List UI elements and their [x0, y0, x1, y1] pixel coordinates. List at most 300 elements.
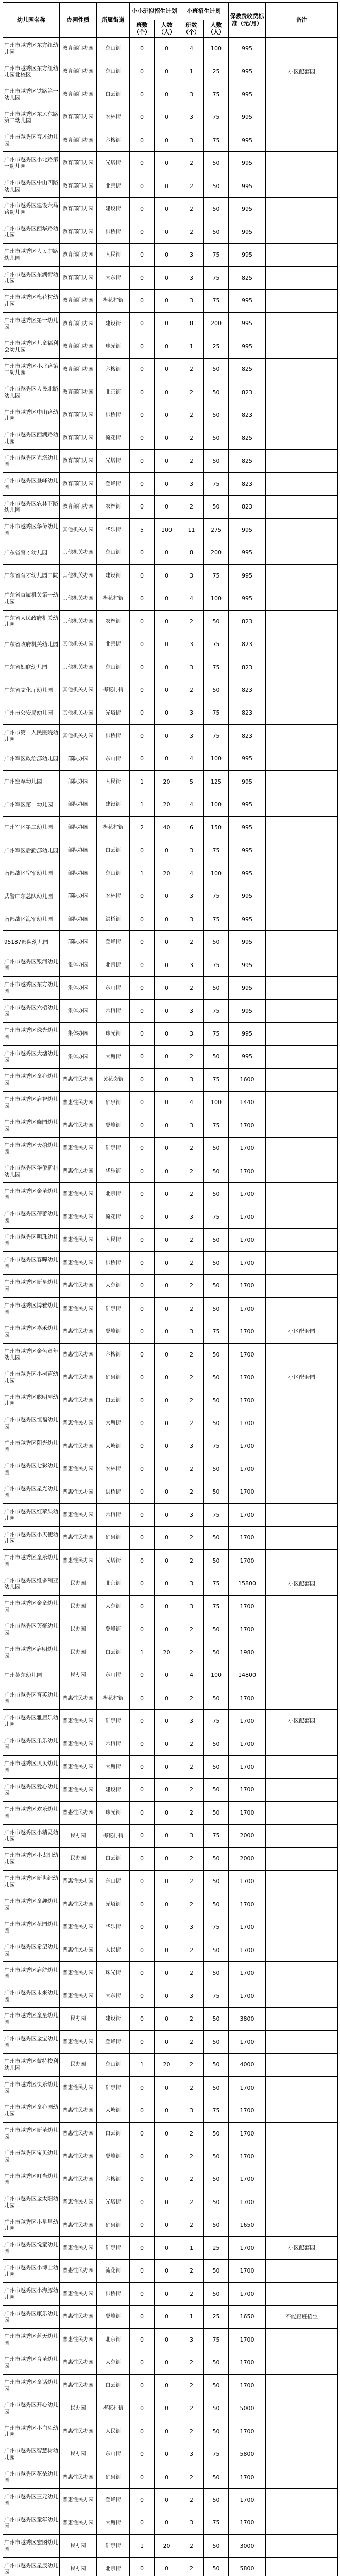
row-note [266, 541, 338, 564]
row-plan-classes: 2 [179, 1343, 204, 1366]
row-plan-people: 50 [204, 2260, 229, 2282]
row-plan-people: 50 [204, 2168, 229, 2191]
row-nature: 其他机关办园 [60, 610, 97, 633]
row-small-people: 0 [155, 931, 179, 954]
row-note [266, 1229, 338, 1251]
row-small-classes: 0 [130, 725, 155, 748]
row-plan-people: 50 [204, 1962, 229, 1985]
row-fee: 1700 [229, 1297, 266, 1320]
row-fee: 995 [229, 83, 266, 106]
row-small-classes: 0 [130, 2099, 155, 2122]
row-street: 大东街 [97, 266, 130, 289]
row-nature: 普惠性民办园 [60, 1251, 97, 1274]
row-small-classes: 0 [130, 2008, 155, 2030]
row-name: 广州市越秀区华侨新村幼儿园 [3, 1160, 60, 1182]
table-row [3, 2535, 338, 2557]
row-name: 广州市越秀区人民中路幼儿园 [3, 244, 60, 266]
row-fee: 823 [229, 496, 266, 518]
row-name: 广州市越秀区恒福幼儿园 [3, 1412, 60, 1435]
row-plan-classes: 2 [179, 2557, 204, 2576]
row-name: 广州市越秀区开心幼儿园 [3, 2397, 60, 2420]
row-name: 广州市越秀区叮当幼儿园 [3, 2168, 60, 2191]
row-name: 广州市公安局幼儿园 [3, 702, 60, 724]
row-nature: 普惠性民办园 [60, 1137, 97, 1160]
row-fee: 1700 [229, 1366, 266, 1389]
row-nature: 教育部门办园 [60, 221, 97, 243]
table-row [3, 1527, 338, 1549]
table-row [3, 2443, 338, 2466]
row-note [266, 2489, 338, 2512]
row-small-classes: 0 [130, 1939, 155, 1961]
row-small-people: 0 [155, 2351, 179, 2374]
row-plan-people: 75 [204, 1595, 229, 1618]
row-note [266, 954, 338, 976]
row-small-people: 0 [155, 748, 179, 770]
row-name: 广州市越秀区银河幼儿园 [3, 954, 60, 976]
row-fee: 995 [229, 60, 266, 83]
row-nature: 普惠性民办园 [60, 2328, 97, 2351]
row-note [266, 610, 338, 633]
row-note [266, 472, 338, 495]
row-name: 广州市越秀区童话幼儿园 [3, 2374, 60, 2397]
row-plan-people: 25 [204, 335, 229, 358]
row-street: 登峰街 [97, 2489, 130, 2512]
row-plan-classes: 2 [179, 2351, 204, 2374]
row-nature: 其他机关办园 [60, 518, 97, 541]
table-row [3, 2466, 338, 2488]
row-plan-people: 75 [204, 725, 229, 748]
row-small-classes: 0 [130, 1572, 155, 1595]
row-fee: 995 [229, 816, 266, 839]
row-small-classes: 0 [130, 1802, 155, 1824]
row-fee: 825 [229, 427, 266, 449]
row-note [266, 152, 338, 175]
row-name: 广州市越秀区农林下路幼儿园 [3, 496, 60, 518]
row-fee: 823 [229, 610, 266, 633]
table-row [3, 1435, 338, 1458]
row-note: 不能跟班招生 [266, 2306, 338, 2328]
row-street: 光塔街 [97, 1893, 130, 1916]
row-small-classes: 0 [130, 427, 155, 449]
row-plan-classes: 8 [179, 312, 204, 335]
row-plan-classes: 2 [179, 2191, 204, 2214]
row-nature: 教育部门办园 [60, 38, 97, 60]
row-fee: 1700 [229, 1481, 266, 1503]
table-row [3, 2557, 338, 2576]
row-street: 大塘街 [97, 1756, 130, 1778]
kindergarten-fee-table [3, 2, 338, 2576]
row-plan-classes: 3 [179, 1435, 204, 1458]
row-small-classes: 0 [130, 1504, 155, 1527]
row-small-people: 0 [155, 2030, 179, 2053]
table-row [3, 358, 338, 381]
row-name: 广州市越秀区儿童福利会幼儿园 [3, 335, 60, 358]
row-nature: 普惠性民办园 [60, 1275, 97, 1297]
row-small-classes: 0 [130, 1091, 155, 1114]
row-small-people: 0 [155, 2397, 179, 2420]
row-fee: 823 [229, 404, 266, 427]
row-fee: 1700 [229, 2030, 266, 2053]
row-small-classes: 0 [130, 2420, 155, 2443]
table-row [3, 977, 338, 999]
row-fee: 1700 [229, 2260, 266, 2282]
row-plan-classes: 6 [179, 816, 204, 839]
row-name: 广州市越秀区东湖街幼儿园 [3, 266, 60, 289]
row-small-people: 0 [155, 2168, 179, 2191]
row-street: 六榕街 [97, 358, 130, 381]
row-note [266, 1160, 338, 1182]
row-fee: 823 [229, 725, 266, 748]
row-nature: 民办园 [60, 1824, 97, 1847]
row-fee: 1700 [229, 1527, 266, 1549]
row-small-people: 0 [155, 587, 179, 610]
row-note [266, 1549, 338, 1572]
row-fee: 1700 [229, 1275, 266, 1297]
row-fee: 995 [229, 587, 266, 610]
row-small-classes: 0 [130, 106, 155, 129]
row-street: 白云街 [97, 1641, 130, 1664]
table-row [3, 2054, 338, 2076]
row-plan-people: 50 [204, 358, 229, 381]
row-street: 人民街 [97, 2420, 130, 2443]
row-nature: 普惠性民办园 [60, 1778, 97, 1801]
row-small-classes: 0 [130, 1481, 155, 1503]
row-street: 登峰街 [97, 2030, 130, 2053]
row-small-classes: 0 [130, 977, 155, 999]
row-fee: 1700 [229, 1183, 266, 1206]
row-small-classes: 0 [130, 1435, 155, 1458]
row-name: 广州市越秀区阳光幼儿园 [3, 1435, 60, 1458]
row-small-people: 0 [155, 1481, 179, 1503]
row-small-classes: 0 [130, 266, 155, 289]
row-fee: 995 [229, 862, 266, 885]
row-street: 矿泉街 [97, 1091, 130, 1114]
row-note [266, 1343, 338, 1366]
table-row [3, 518, 338, 541]
row-plan-people: 50 [204, 2351, 229, 2374]
row-name: 广州市越秀区小精灵幼儿园 [3, 1824, 60, 1847]
row-plan-classes: 4 [179, 1664, 204, 1687]
table-row [3, 862, 338, 885]
row-name: 广州市越秀区明珠幼儿园 [3, 1229, 60, 1251]
header-name: 幼儿园名称 [3, 3, 60, 38]
row-nature: 普惠性民办园 [60, 1802, 97, 1824]
row-nature: 普惠性民办园 [60, 2214, 97, 2236]
table-row [3, 2237, 338, 2260]
row-note [266, 312, 338, 335]
table-row [3, 1412, 338, 1435]
table-row [3, 1618, 338, 1641]
row-small-classes: 0 [130, 2489, 155, 2512]
row-fee: 1700 [229, 1870, 266, 1893]
row-fee: 825 [229, 450, 266, 472]
row-plan-people: 75 [204, 106, 229, 129]
row-plan-people: 50 [204, 1275, 229, 1297]
row-note [266, 335, 338, 358]
table-row [3, 954, 338, 976]
row-small-classes: 0 [130, 1893, 155, 1916]
row-note [266, 1939, 338, 1961]
row-street: 六榕街 [97, 129, 130, 151]
row-note [266, 2512, 338, 2534]
row-street: 矿泉街 [97, 1137, 130, 1160]
row-plan-classes: 2 [179, 152, 204, 175]
row-name: 广东省政府机关幼儿园 [3, 633, 60, 656]
row-street: 华乐街 [97, 1916, 130, 1939]
row-fee: 1700 [229, 1549, 266, 1572]
row-plan-classes: 8 [179, 541, 204, 564]
row-plan-people: 50 [204, 977, 229, 999]
row-plan-people: 50 [204, 198, 229, 221]
row-small-people: 40 [155, 816, 179, 839]
table-row [3, 1297, 338, 1320]
row-small-classes: 0 [130, 221, 155, 243]
row-name: 广州市越秀区乐乐幼儿园 [3, 1733, 60, 1755]
row-nature: 教育部门办园 [60, 358, 97, 381]
row-fee: 825 [229, 266, 266, 289]
row-street: 北京街 [97, 1572, 130, 1595]
row-name: 广州市越秀区花朵幼儿园 [3, 2466, 60, 2488]
row-note [266, 2054, 338, 2076]
row-street: 梅花村街 [97, 2397, 130, 2420]
row-small-people: 0 [155, 1962, 179, 1985]
row-nature: 普惠性民办园 [60, 1916, 97, 1939]
row-street: 登峰街 [97, 2306, 130, 2328]
row-fee: 995 [229, 106, 266, 129]
table-row [3, 931, 338, 954]
row-plan-classes: 2 [179, 496, 204, 518]
row-small-classes: 0 [130, 1458, 155, 1481]
row-fee: 823 [229, 702, 266, 724]
row-plan-people: 50 [204, 2535, 229, 2557]
row-nature: 其他机关办园 [60, 541, 97, 564]
row-name: 广州市越秀区星辰幼儿园 [3, 2557, 60, 2576]
row-nature: 其他机关办园 [60, 702, 97, 724]
row-fee: 995 [229, 221, 266, 243]
row-small-classes: 0 [130, 2145, 155, 2168]
row-name: 广州市越秀区英豪幼儿园 [3, 1618, 60, 1641]
row-name: 南部战区海军幼儿园 [3, 908, 60, 930]
row-name: 广州市越秀区花园幼儿园 [3, 1916, 60, 1939]
row-small-people: 0 [155, 656, 179, 679]
row-plan-classes: 4 [179, 38, 204, 60]
row-small-people: 20 [155, 2535, 179, 2557]
row-name: 广州市越秀区晓园幼儿园 [3, 1114, 60, 1137]
row-fee: 995 [229, 1023, 266, 1045]
row-street: 北京街 [97, 1183, 130, 1206]
row-street: 农林街 [97, 885, 130, 908]
row-street: 大塘街 [97, 2099, 130, 2122]
row-plan-classes: 2 [179, 2008, 204, 2030]
row-note [266, 2145, 338, 2168]
row-small-classes: 0 [130, 702, 155, 724]
row-fee: 823 [229, 633, 266, 656]
row-fee: 1700 [229, 1756, 266, 1778]
row-note [266, 1962, 338, 1985]
row-small-classes: 0 [130, 999, 155, 1022]
row-small-people: 0 [155, 152, 179, 175]
row-small-classes: 0 [130, 472, 155, 495]
row-plan-classes: 2 [179, 1848, 204, 1870]
row-note [266, 404, 338, 427]
row-note [266, 244, 338, 266]
row-nature: 集体办园 [60, 977, 97, 999]
row-small-classes: 0 [130, 610, 155, 633]
row-small-classes: 0 [130, 954, 155, 976]
row-note [266, 221, 338, 243]
header-small-plan: 小小班拟招生计划 [130, 3, 179, 20]
row-small-people: 0 [155, 2466, 179, 2488]
row-nature: 普惠性民办园 [60, 1229, 97, 1251]
row-small-people: 0 [155, 427, 179, 449]
row-note [266, 427, 338, 449]
row-fee: 1700 [229, 1320, 266, 1343]
row-plan-people: 75 [204, 564, 229, 587]
row-small-people: 0 [155, 541, 179, 564]
row-small-classes: 0 [130, 908, 155, 930]
row-name: 广州市越秀区维多利亚幼儿园 [3, 1572, 60, 1595]
row-nature: 部队办园 [60, 885, 97, 908]
row-nature: 教育部门办园 [60, 381, 97, 404]
row-nature: 普惠性民办园 [60, 1435, 97, 1458]
row-plan-classes: 2 [179, 2260, 204, 2282]
row-fee: 1700 [229, 2076, 266, 2099]
row-name: 广州市越秀区三元幼儿园 [3, 2489, 60, 2512]
table-row [3, 1091, 338, 1114]
document-page [3, 2, 337, 2576]
row-plan-classes: 3 [179, 129, 204, 151]
row-note [266, 198, 338, 221]
row-nature: 普惠性民办园 [60, 1870, 97, 1893]
row-nature: 普惠性民办园 [60, 2489, 97, 2512]
row-plan-people: 100 [204, 1091, 229, 1114]
row-small-people: 0 [155, 129, 179, 151]
row-plan-classes: 2 [179, 2122, 204, 2145]
table-row [3, 2008, 338, 2030]
table-row [3, 1848, 338, 1870]
row-plan-people: 25 [204, 2237, 229, 2260]
row-plan-people: 100 [204, 1664, 229, 1687]
row-plan-people: 50 [204, 610, 229, 633]
row-fee: 823 [229, 656, 266, 679]
row-small-classes: 0 [130, 2076, 155, 2099]
row-name: 广州市越秀区金色童年幼儿园 [3, 1343, 60, 1366]
row-nature: 普惠性民办园 [60, 2420, 97, 2443]
row-plan-classes: 3 [179, 885, 204, 908]
table-row [3, 152, 338, 175]
row-note [266, 1091, 338, 1114]
row-street: 东山街 [97, 2443, 130, 2466]
row-name: 广州市越秀区新星幼儿园 [3, 1275, 60, 1297]
row-name: 广东省直属机关第一幼儿园 [3, 587, 60, 610]
row-plan-classes: 2 [179, 1870, 204, 1893]
row-small-classes: 0 [130, 2237, 155, 2260]
row-plan-classes: 3 [179, 290, 204, 312]
row-plan-classes: 3 [179, 1710, 204, 1733]
row-note [266, 2374, 338, 2397]
table-row [3, 564, 338, 587]
row-plan-people: 75 [204, 83, 229, 106]
row-street: 登峰街 [97, 472, 130, 495]
row-fee: 1700 [229, 1206, 266, 1228]
row-small-people: 0 [155, 1756, 179, 1778]
row-note [266, 175, 338, 197]
row-nature: 普惠性民办园 [60, 1366, 97, 1389]
row-plan-classes: 3 [179, 702, 204, 724]
row-note [266, 2351, 338, 2374]
row-small-classes: 0 [130, 587, 155, 610]
row-plan-classes: 2 [179, 1297, 204, 1320]
row-nature: 普惠性民办园 [60, 1962, 97, 1985]
row-small-people: 0 [155, 60, 179, 83]
row-small-people: 0 [155, 1366, 179, 1389]
row-nature: 普惠性民办园 [60, 2512, 97, 2534]
row-street: 大塘街 [97, 2512, 130, 2534]
row-nature: 其他机关办园 [60, 633, 97, 656]
row-name: 广州市越秀区育苗幼儿园 [3, 2351, 60, 2374]
row-street: 登峰街 [97, 2145, 130, 2168]
row-street: 光塔街 [97, 702, 130, 724]
row-street: 洪桥街 [97, 725, 130, 748]
row-small-people: 0 [155, 908, 179, 930]
row-nature: 普惠性民办园 [60, 1893, 97, 1916]
row-fee: 1700 [229, 2282, 266, 2305]
row-small-people: 100 [155, 518, 179, 541]
row-name: 广州市越秀区育才幼儿园 [3, 129, 60, 151]
row-fee: 995 [229, 198, 266, 221]
table-row [3, 793, 338, 816]
row-small-classes: 0 [130, 1985, 155, 2007]
row-fee: 1700 [229, 1412, 266, 1435]
row-plan-people: 50 [204, 2397, 229, 2420]
row-small-people: 0 [155, 312, 179, 335]
row-small-people: 0 [155, 1824, 179, 1847]
row-plan-classes: 2 [179, 1412, 204, 1435]
row-note [266, 2008, 338, 2030]
row-note [266, 1893, 338, 1916]
row-name: 广州市越秀区华侨幼儿园 [3, 518, 60, 541]
row-street: 洪桥街 [97, 221, 130, 243]
table-row [3, 1160, 338, 1182]
table-row [3, 198, 338, 221]
row-small-people: 0 [155, 2008, 179, 2030]
table-row [3, 1137, 338, 1160]
row-plan-classes: 3 [179, 999, 204, 1022]
row-street: 东山街 [97, 2054, 130, 2076]
row-small-classes: 0 [130, 1137, 155, 1160]
row-plan-classes: 3 [179, 2328, 204, 2351]
row-fee: 995 [229, 38, 266, 60]
row-name: 广州市越秀区小太阳幼儿园 [3, 1848, 60, 1870]
row-street: 六榕街 [97, 1733, 130, 1755]
row-note [266, 518, 338, 541]
table-row [3, 816, 338, 839]
row-name: 广州市越秀区星光幼儿园 [3, 1481, 60, 1503]
row-street: 洪桥街 [97, 2282, 130, 2305]
row-street: 北京街 [97, 2328, 130, 2351]
row-small-people: 0 [155, 1251, 179, 1274]
row-name: 广州市越秀区春晖幼儿园 [3, 1251, 60, 1274]
row-nature: 普惠性民办园 [60, 2466, 97, 2488]
header-plan-classes: 班数（个） [179, 20, 204, 38]
row-plan-classes: 11 [179, 518, 204, 541]
row-street: 东山街 [97, 60, 130, 83]
row-name: 广州市越秀区梅花村幼儿园 [3, 290, 60, 312]
row-fee: 1700 [229, 1893, 266, 1916]
row-small-classes: 0 [130, 2306, 155, 2328]
row-street: 白云街 [97, 83, 130, 106]
table-row [3, 38, 338, 60]
